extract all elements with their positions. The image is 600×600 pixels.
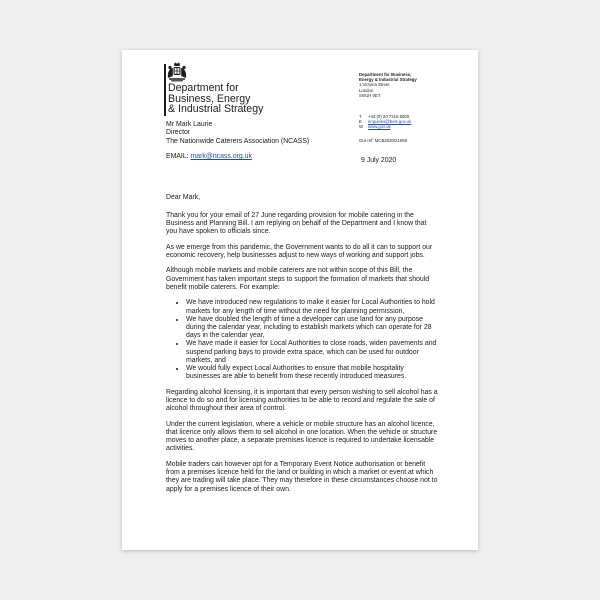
our-reference: Our ref: MCB2020/21659 bbox=[359, 138, 408, 143]
list-item: • We have made it easier for Local Authorities to close roads, widen pavements and suspend parking bays to provide extra space, which can be used for outdoor markets, and bbox=[186, 340, 438, 365]
address-line: London bbox=[359, 87, 374, 93]
recipient-title: Director bbox=[166, 129, 191, 137]
contact-key: E bbox=[359, 119, 362, 125]
recipient-organisation: The Nationwide Caterers Association (NCASS) bbox=[166, 137, 310, 145]
sender-organisation: Department for Business, Energy & Industrial Strategy bbox=[359, 72, 417, 83]
contact-key: T bbox=[359, 114, 362, 119]
paragraph: Regarding alcohol licensing, it is important that every person wishing to sell alcohol has a licence to do so and for licensing authorities to be able to record and regulate the sale of alcohol throughout their area of control. bbox=[166, 388, 438, 413]
list-item: • We have introduced new regulations to make it easier for Local Authorities to hold markets for any length of time without the need for planning permission, bbox=[186, 299, 438, 315]
department-name: Department for Business, Energy & Industrial Strategy bbox=[168, 82, 264, 116]
address-line: SW1H 0ET bbox=[359, 92, 381, 98]
list-item: • We would fully expect Local Authorities to ensure that mobile hospitality businesses are able to benefit from these recently introduced measures. bbox=[186, 365, 438, 381]
recipient-email-link[interactable]: mark@ncass.org.uk bbox=[190, 153, 252, 160]
paragraph: Under the current legislation, where a vehicle or mobile structure has an alcohol licence, that licence only allows them to sell alcohol in one location. When the vehicle or structure moves to another place, a separate premises licence is required to undertake licensable activities. bbox=[166, 420, 438, 453]
paragraph: Although mobile markets and mobile caterers are not within scope of this Bill, the Government has taken important steps to support the formation of markets that should benefit mobile caterers. For example: bbox=[166, 267, 430, 291]
royal-coat-of-arms-icon bbox=[166, 62, 188, 82]
sender-contacts bbox=[359, 114, 411, 130]
website-link[interactable]: www.gov.uk bbox=[368, 124, 391, 130]
letter-date: 9 July 2020 bbox=[361, 157, 397, 164]
address-line: 1 Victoria Street bbox=[359, 82, 390, 88]
salutation: Dear Mark, bbox=[166, 194, 201, 201]
contact-key: W bbox=[359, 124, 364, 130]
paragraph: Mobile traders can however opt for a Temporary Event Notice authorisation or benefit from a premises licence held for the land or building in which a market or event at which they are trading will take place. They may therefore in these circumstances choose not to apply for a premises licence of their own. bbox=[166, 460, 438, 493]
measures-list bbox=[166, 299, 438, 381]
phone-number: +44 (0) 20 7215 5000 bbox=[368, 114, 410, 119]
list-item: • We have doubled the length of time a developer can use land for any purpose during the calendar year, including to establish markets which can operate for 28 days in the calendar year, bbox=[186, 316, 438, 341]
paragraph: As we emerge from this pandemic, the Government wants to do all it can to support our economic recovery, help businesses adjust to new ways of working and support jobs. bbox=[166, 243, 433, 259]
email-label: EMAIL: bbox=[166, 153, 189, 160]
contact-row-web bbox=[359, 124, 411, 129]
recipient-block bbox=[166, 121, 309, 146]
paragraph: Thank you for your email of 27 June regarding provision for mobile catering in the Business and Planning Bill. I am replying on behalf of the Department and I know that you have spoken to officials since. bbox=[166, 211, 427, 235]
recipient-name: Mr Mark Laurie bbox=[166, 121, 213, 128]
sender-address bbox=[359, 72, 417, 98]
letter-page bbox=[122, 50, 478, 550]
enquiries-email-link[interactable]: enquiries@beis.gov.uk bbox=[368, 119, 412, 125]
letterhead-rule bbox=[164, 64, 166, 116]
recipient-email bbox=[166, 153, 252, 160]
letter-body bbox=[166, 194, 438, 501]
